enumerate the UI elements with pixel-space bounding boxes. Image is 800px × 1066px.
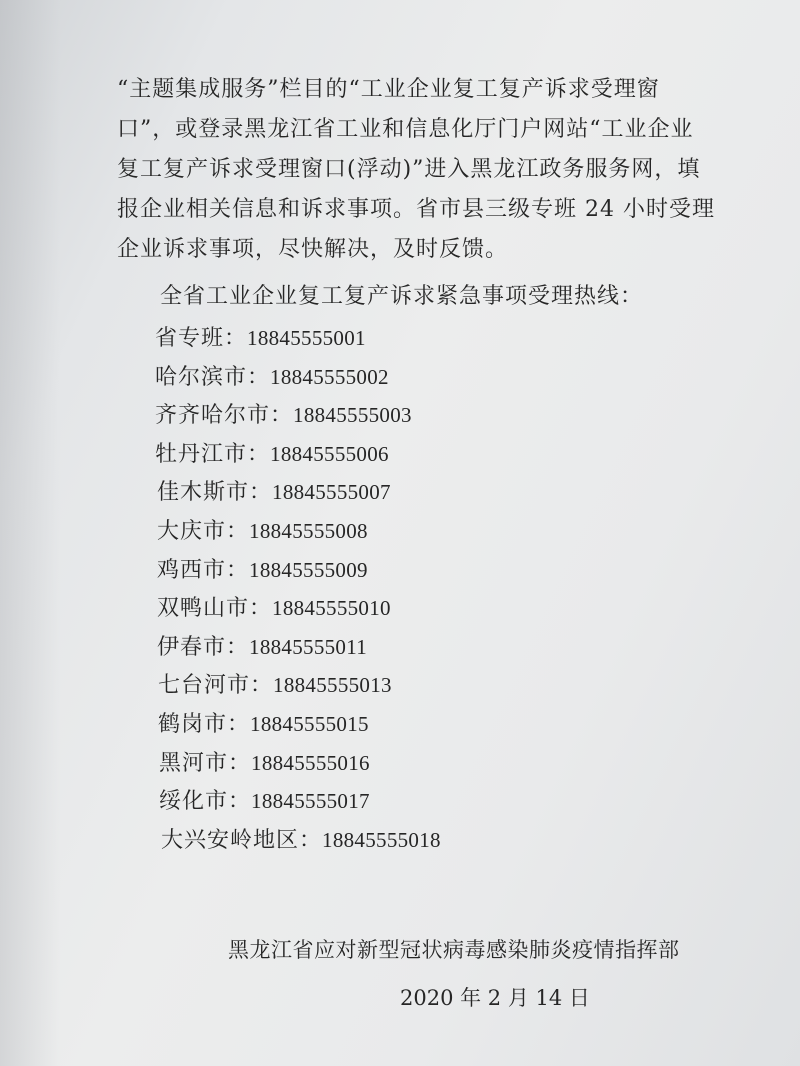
hotline-city: 大兴安岭地区： [161,827,323,853]
paragraph-line: 复工复产诉求受理窗口(浮动)”进入黑龙江政务服务网，填 [117,157,701,182]
signature-date: 2020 年 2 月 14 日 [400,986,590,1010]
hotline-phone: 18845555009 [249,557,368,582]
hotline-phone: 18845555010 [272,596,391,621]
paragraph-line: 口”，或登录黑龙江省工业和信息化厅门户网站“工业企业 [117,117,694,142]
body-paragraph [117,70,717,270]
paragraph-line: “主题集成服务”栏目的“工业企业复工复产诉求受理窗 [117,77,660,102]
hotline-item [155,515,441,554]
paragraph-line: 企业诉求事项，尽快解决，及时反馈。 [117,237,509,262]
hotline-city: 双鸭山市： [157,596,273,622]
hotline-city: 伊春市： [157,634,250,660]
hotline-city: 鸡西市： [157,557,250,583]
page-shadow [0,0,60,1066]
hotline-city: 大庆市： [157,518,250,544]
hotline-phone: 18845555002 [270,364,389,389]
paragraph-line: 报企业相关信息和诉求事项。省市县三级专班 24 小时受理 [117,197,715,222]
hotline-phone: 18845555016 [251,750,370,775]
hotline-item [155,438,441,477]
hotline-item [155,785,441,824]
hotline-phone: 18845555018 [322,827,441,852]
hotline-item [155,399,441,438]
hotline-phone: 18845555006 [270,441,389,466]
hotline-city: 齐齐哈尔市： [155,403,294,429]
hotline-item [155,592,441,631]
hotline-phone: 18845555013 [273,673,392,698]
hotline-city: 七台河市： [158,673,274,699]
hotline-list [155,322,441,862]
hotline-item [155,669,441,708]
hotline-city: 牡丹江市： [155,441,271,467]
hotline-phone: 18845555017 [251,789,370,814]
hotline-city: 佳木斯市： [157,480,273,506]
hotline-phone: 18845555003 [293,403,412,428]
hotline-item [155,708,441,747]
hotline-item [155,824,441,863]
hotline-phone: 18845555011 [249,634,368,659]
hotline-phone: 18845555001 [247,326,366,350]
hotline-city: 哈尔滨市： [155,364,271,390]
hotline-phone: 18845555008 [249,518,368,543]
hotline-item [155,554,441,593]
hotline-item [155,361,441,400]
hotline-item [155,476,441,515]
hotline-phone: 18845555007 [272,480,391,505]
hotline-item [155,747,441,786]
hotline-item [155,631,441,670]
hotline-city: 省专班： [155,326,248,351]
signature-organization: 黑龙江省应对新型冠状病毒感染肺炎疫情指挥部 [228,938,680,962]
hotline-title: 全省工业企业复工复产诉求紧急事项受理热线： [160,284,644,309]
hotline-phone: 18845555015 [250,711,369,736]
hotline-city: 黑河市： [159,750,252,776]
hotline-city: 鹤岗市： [158,711,251,737]
hotline-item [155,322,441,361]
hotline-city: 绥化市： [159,789,252,815]
